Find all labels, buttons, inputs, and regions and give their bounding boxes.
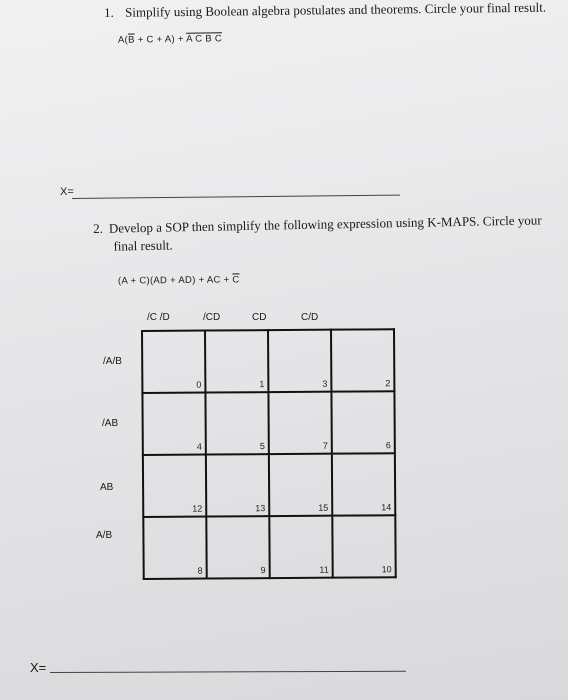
answer-1-label: X= [60,186,74,198]
kmap-row-header-2: /AB [102,418,119,429]
kmap-cell[interactable] [332,515,395,577]
kmap-cell[interactable] [268,330,331,392]
answer-1-line[interactable] [72,195,400,199]
expr1-overline-acbc: A C B C [186,33,223,45]
kmap-cell[interactable] [142,393,205,455]
question-2-prompt-line1: Develop a SOP then simplify the following expression using K-MAPS. Circle your [108,212,542,236]
kmap-cell[interactable] [269,454,332,516]
kmap-cell[interactable] [268,392,331,454]
question-2-expression [118,274,240,286]
answer-2-line[interactable] [50,671,406,673]
expr1-overline-b: $\overline{B}$ [128,34,135,46]
expr1-part3: + C + A) + [134,33,187,46]
kmap-cell-index: 3 [322,378,328,389]
kmap-row-header-1: /A/B [103,356,122,367]
kmap-row-header-3: AB [100,482,114,493]
expr2-overline-c: $\overline{C}$ [232,274,240,286]
kmap-cell-index: 6 [385,440,391,451]
kmap-cell-index: 1 [259,379,265,390]
kmap-col-header-4: C/D [301,312,319,323]
expr2-part1: (A + C)(AD + AD) + AC + [117,274,233,287]
kmap-cell[interactable] [332,453,395,515]
question-2-text [93,211,564,256]
kmap-cell-index: 0 [196,379,202,390]
kmap-cell-index: 14 [381,502,392,513]
question-1-text [104,0,546,21]
kmap-cell[interactable] [143,517,206,579]
kmap-cell-index: 7 [322,440,328,451]
kmap-cell-index: 12 [192,503,203,514]
kmap-row-header-4: A/B [96,530,113,541]
kmap-cell-index: 2 [385,378,391,389]
karnaugh-map [141,328,397,580]
kmap-cell[interactable] [269,516,332,578]
expr1-part1: A( [117,34,129,46]
kmap-cell-index: 9 [260,565,266,576]
kmap-cell[interactable] [331,329,394,391]
kmap-cell-index: 10 [381,564,392,575]
question-2-number: 2. [93,220,104,236]
kmap-cell[interactable] [205,392,268,454]
kmap-cell[interactable] [143,455,206,517]
question-2-prompt-line2: final result. [113,237,173,254]
kmap-cell-index: 11 [319,564,329,575]
kmap-cell-index: 5 [259,441,265,452]
kmap-cell-index: 8 [197,565,203,576]
kmap-col-header-2: /CD [203,312,221,323]
kmap-cell[interactable] [331,391,394,453]
kmap-cell-index: 15 [318,502,329,513]
kmap-cell[interactable] [142,331,205,393]
kmap-cell[interactable] [206,516,269,578]
question-1-expression [118,33,222,45]
kmap-cell-index: 13 [255,503,266,514]
kmap-cell-index: 4 [196,441,202,452]
kmap-cell[interactable] [206,454,269,516]
question-1-prompt: Simplify using Boolean algebra postulates and theorems. Circle your final result. [124,0,547,20]
kmap-col-header-1: /C /D [147,312,170,323]
question-1-number: 1. [104,4,114,20]
answer-2-label: X= [30,660,47,675]
kmap-cell[interactable] [205,330,268,392]
kmap-col-header-3: CD [252,312,267,323]
